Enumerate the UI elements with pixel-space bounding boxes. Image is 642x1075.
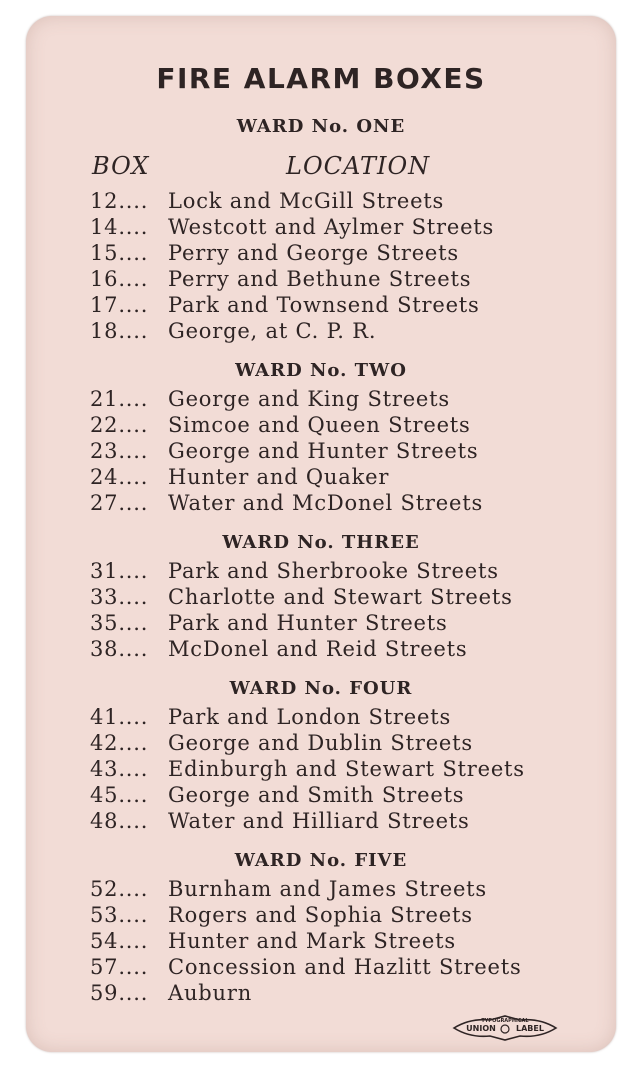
list-item xyxy=(90,266,471,292)
list-item xyxy=(90,902,473,928)
list-item xyxy=(90,704,451,730)
box-number: 16.... xyxy=(90,267,149,291)
fire-alarm-card xyxy=(26,16,616,1052)
page-title: FIRE ALARM BOXES xyxy=(156,62,486,95)
box-number: 18.... xyxy=(90,319,149,343)
box-location: Edinburgh and Stewart Streets xyxy=(168,757,525,781)
box-location: George, at C. P. R. xyxy=(168,319,377,343)
box-location: George and Hunter Streets xyxy=(168,439,479,463)
ward-heading: WARD No. FIVE xyxy=(234,850,408,871)
box-number: 22.... xyxy=(90,413,149,437)
box-number: 27.... xyxy=(90,491,149,515)
box-location: George and Smith Streets xyxy=(168,783,465,807)
list-item xyxy=(90,782,464,808)
union-label-logo xyxy=(450,1010,560,1042)
list-item xyxy=(90,386,450,412)
box-location: Perry and George Streets xyxy=(168,241,459,265)
column-header-location: LOCATION xyxy=(286,152,431,180)
box-location: George and Dublin Streets xyxy=(168,731,473,755)
box-location: Lock and McGill Streets xyxy=(168,189,445,213)
box-number: 41.... xyxy=(90,705,149,729)
box-number: 24.... xyxy=(90,465,149,489)
box-number: 43.... xyxy=(90,757,149,781)
box-location: Water and Hilliard Streets xyxy=(168,809,470,833)
list-item xyxy=(90,490,483,516)
box-number: 21.... xyxy=(90,387,149,411)
box-number: 42.... xyxy=(90,731,149,755)
box-location: George and King Streets xyxy=(168,387,450,411)
list-item xyxy=(90,954,522,980)
ward-heading: WARD No. ONE xyxy=(236,116,406,137)
box-number: 52.... xyxy=(90,877,149,901)
column-header-box: BOX xyxy=(92,152,150,180)
list-item xyxy=(90,928,456,954)
list-item xyxy=(90,610,448,636)
box-location: Charlotte and Stewart Streets xyxy=(168,585,513,609)
box-location: Park and Townsend Streets xyxy=(168,293,480,317)
list-item xyxy=(90,808,470,834)
list-item xyxy=(90,730,473,756)
box-location: Perry and Bethune Streets xyxy=(168,267,472,291)
box-number: 35.... xyxy=(90,611,149,635)
list-item xyxy=(90,558,499,584)
box-location: Rogers and Sophia Streets xyxy=(168,903,473,927)
list-item xyxy=(90,584,513,610)
box-location: Burnham and James Streets xyxy=(168,877,487,901)
ward-heading: WARD No. THREE xyxy=(222,532,420,553)
box-location: Hunter and Mark Streets xyxy=(168,929,456,953)
box-number: 54.... xyxy=(90,929,149,953)
box-location: Auburn xyxy=(168,981,253,1005)
list-item xyxy=(90,876,487,902)
box-number: 14.... xyxy=(90,215,149,239)
box-number: 53.... xyxy=(90,903,149,927)
ward-heading: WARD No. TWO xyxy=(235,360,407,381)
box-location: Simcoe and Queen Streets xyxy=(168,413,471,437)
list-item xyxy=(90,214,494,240)
list-item xyxy=(90,464,389,490)
list-item xyxy=(90,412,471,438)
union-label-top-text: TYPOGRAPHICAL xyxy=(481,1018,529,1024)
box-number: 31.... xyxy=(90,559,149,583)
box-location: Hunter and Quaker xyxy=(168,465,390,489)
list-item xyxy=(90,318,376,344)
list-item xyxy=(90,980,252,1006)
box-number: 59.... xyxy=(90,981,149,1005)
list-item xyxy=(90,438,478,464)
box-number: 57.... xyxy=(90,955,149,979)
list-item xyxy=(90,188,444,214)
union-label-left-text: UNION xyxy=(466,1024,496,1033)
box-number: 38.... xyxy=(90,637,149,661)
box-number: 15.... xyxy=(90,241,149,265)
box-location: Park and Hunter Streets xyxy=(168,611,448,635)
union-label-right-text: LABEL xyxy=(516,1024,544,1033)
box-number: 23.... xyxy=(90,439,149,463)
box-location: Water and McDonel Streets xyxy=(168,491,484,515)
list-item xyxy=(90,756,525,782)
box-location: Westcott and Aylmer Streets xyxy=(168,215,495,239)
box-number: 45.... xyxy=(90,783,149,807)
box-number: 48.... xyxy=(90,809,149,833)
box-number: 17.... xyxy=(90,293,149,317)
list-item xyxy=(90,240,459,266)
list-item xyxy=(90,636,467,662)
box-location: McDonel and Reid Streets xyxy=(168,637,468,661)
box-number: 12.... xyxy=(90,189,149,213)
box-location: Concession and Hazlitt Streets xyxy=(168,955,522,979)
list-item xyxy=(90,292,480,318)
ward-heading: WARD No. FOUR xyxy=(229,678,413,699)
box-location: Park and London Streets xyxy=(168,705,452,729)
box-location: Park and Sherbrooke Streets xyxy=(168,559,499,583)
box-number: 33.... xyxy=(90,585,149,609)
